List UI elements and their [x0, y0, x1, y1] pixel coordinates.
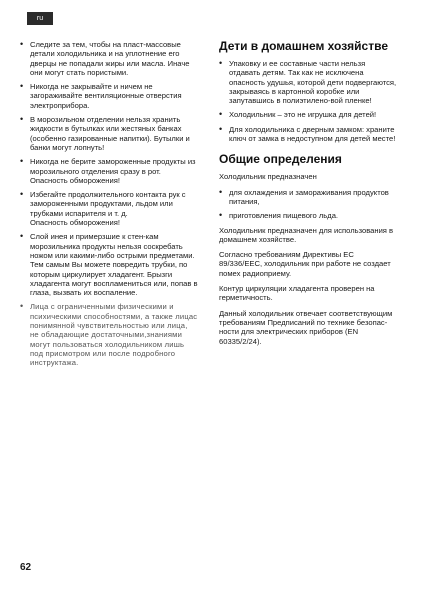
list-item: • Лица с ограниченными физическими и психическими способностями, а также лицас понимянной чувствительностью или лица, не обладающие достаточными,знаниями могут пользоваться холодильником лишь под присмотром или после подробного инструктажа. — [20, 302, 198, 367]
list-item: • Для холодильника с дверным замком: храните ключ от замка в недоступном для детей месте! — [219, 125, 397, 144]
list-item: • Слой инея и примерзшие к стен-кам морозильника продукты нельзя соскребать ножом или какими-либо острыми предметами. Тем самым Вы можете повредить трубки, по которым циркулирует хладагент. Брызги хладагента могут воспламениться или, попав в глаза, вызвать их воспаление. — [20, 232, 198, 297]
list-item: • Никогда не закрывайте и ничем не загораживайте вентиляционные отверстия электроприбора. — [20, 82, 198, 110]
list-item: • приготовления пищевого льда. — [219, 211, 397, 220]
children-list — [219, 59, 397, 143]
list-item: • Никогда не берите замороженные продукты из морозильного отделения сразу в рот. Опасность обморожения! — [20, 157, 198, 185]
paragraph: Холодильник предназначен для использования в домашнем хозяйстве. — [219, 225, 394, 244]
list-item: • для охлаждения и замораживания продуктов питания, — [219, 188, 397, 207]
paragraph: Контур циркуляции хладагента проверен на герметичность. — [219, 284, 375, 303]
right-column — [219, 40, 397, 352]
section-title: Дети в домашнем хозяйстве — [219, 39, 389, 53]
definitions-list — [219, 188, 397, 221]
list-item: • Холодильник – это не игрушка для детей! — [219, 110, 397, 119]
list-item: • В морозильном отделении нельзя хранить жидкости в бутылках или жестяных банках (особенно газированные напитки). Бутылки и банки могут лопнуть! — [20, 115, 198, 152]
list-item: • Избегайте продолжительного контакта рук с замороженными продуктами, льдом или трубками испарителя и т. д. Опасность обморожения! — [20, 190, 198, 227]
section-intro: Холодильник предназначен — [219, 172, 317, 182]
list-item: • Упаковку и ее составные части нельзя отдавать детям. Так как не исключена опасность удушья, которой дети подвергаются, закрываясь в картонной коробке или запутавшись в полиэтилено-вой пленке! — [219, 59, 397, 105]
safety-list — [20, 40, 198, 368]
section-title: Общие определения — [219, 152, 342, 167]
list-item: • Следите за тем, чтобы на пласт-массовые детали холодильника и на уплотнение его дверцы не попадали жиры или масла. Иначе они могут стать пористыми. — [20, 40, 198, 77]
language-tab: ru — [27, 12, 53, 25]
paragraph: Согласно требованиям Директивы ЕС 89/336/EEC, холодильник при работе не создает помех радиоприему. — [219, 250, 391, 278]
page-number: 62 — [20, 562, 32, 573]
left-column — [20, 40, 198, 373]
paragraph: Данный холодильник отвечает соответствующим требованиям Предписаний по технике безопас-ности для электрических приборов (EN 60335/2/24). — [219, 308, 393, 346]
